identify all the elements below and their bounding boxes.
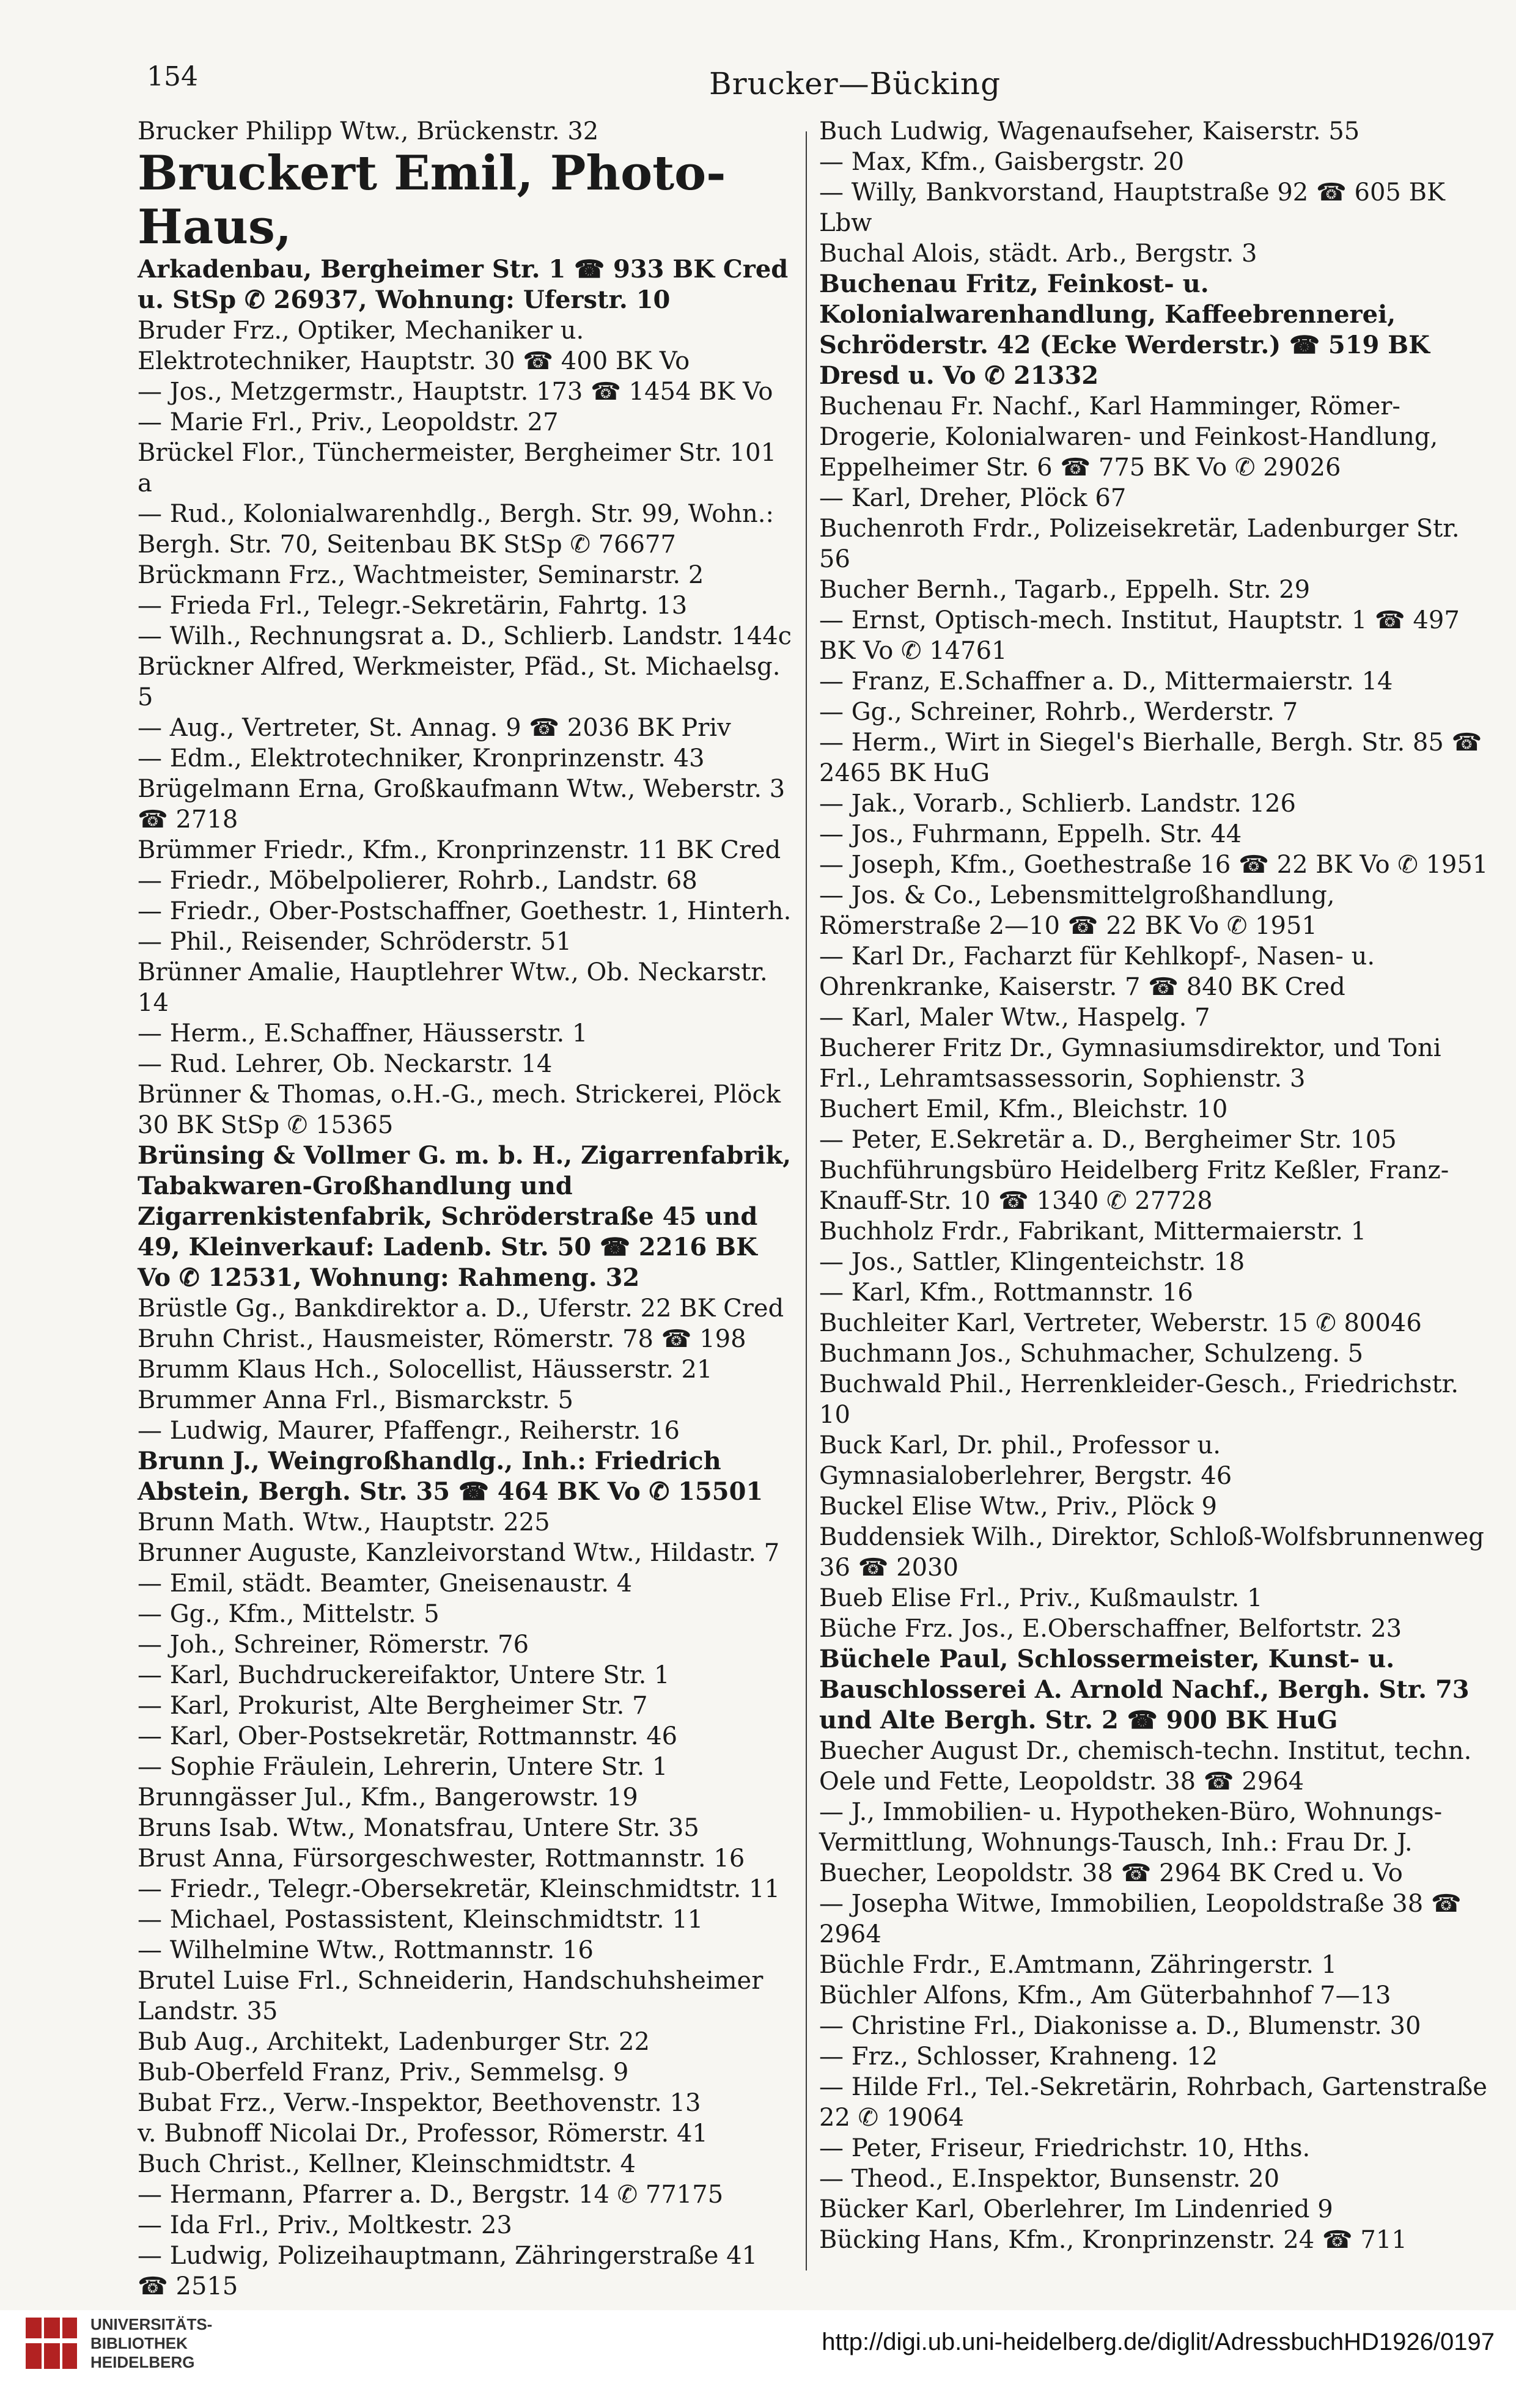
directory-entry: Brunngässer Jul., Kfm., Bangerowstr. 19 bbox=[138, 1783, 638, 1812]
directory-entry: Buchenau Fritz, Feinkost- u. Kolonialwarenhandlung, Kaffeebrennerei, Schröderstr. 42 (Ecke Werderstr.) ☎ 519 BK Dresd u. Vo ✆ 21332 bbox=[819, 270, 1430, 390]
directory-entry: — Josepha Witwe, Immobilien, Leopoldstraße 38 ☎ 2964 bbox=[819, 1890, 1462, 1948]
directory-entry: Bucher Bernh., Tagarb., Eppelh. Str. 29 bbox=[819, 576, 1311, 604]
directory-entry: Brümmer Friedr., Kfm., Kronprinzenstr. 11 BK Cred bbox=[138, 836, 781, 864]
directory-entry: — Hermann, Pfarrer a. D., Bergstr. 14 ✆ 77175 bbox=[138, 2181, 724, 2209]
directory-entry: — Frz., Schlosser, Krahneng. 12 bbox=[819, 2043, 1218, 2071]
directory-entry: — Peter, Friseur, Friedrichstr. 10, Hths. bbox=[819, 2134, 1311, 2162]
directory-entry: Buch Christ., Kellner, Kleinschmidtstr. 4 bbox=[138, 2150, 636, 2178]
directory-entry: Brutel Luise Frl., Schneiderin, Handschuhsheimer Landstr. 35 bbox=[138, 1967, 764, 2025]
directory-entry: — Willy, Bankvorstand, Hauptstraße 92 ☎ 605 BK Lbw bbox=[819, 178, 1445, 237]
directory-entry: Bubat Frz., Verw.-Inspektor, Beethovenstr. 13 bbox=[138, 2089, 701, 2117]
directory-entry: Buchführungsbüro Heidelberg Fritz Keßler, Franz-Knauff-Str. 10 ☎ 1340 ✆ 27728 bbox=[819, 1156, 1449, 1215]
directory-entry: Brückmann Frz., Wachtmeister, Seminarstr. 2 bbox=[138, 561, 704, 589]
directory-entry: Brunn J., Weingroßhandlg., Inh.: Friedrich Abstein, Bergh. Str. 35 ☎ 464 BK Vo ✆ 15501 bbox=[138, 1447, 764, 1506]
directory-entry: — Jak., Vorarb., Schlierb. Landstr. 126 bbox=[819, 790, 1296, 818]
directory-entry: v. Bubnoff Nicolai Dr., Professor, Römerstr. 41 bbox=[138, 2120, 708, 2148]
directory-entry: Bub-Oberfeld Franz, Priv., Semmelsg. 9 bbox=[138, 2058, 629, 2087]
directory-entry: — Rud., Kolonialwarenhdlg., Bergh. Str. 99, Wohn.: Bergh. Str. 70, Seitenbau BK StSp ✆ 76677 bbox=[138, 500, 774, 559]
directory-entry: — Rud. Lehrer, Ob. Neckarstr. 14 bbox=[138, 1050, 553, 1078]
directory-entry: Bruhn Christ., Hausmeister, Römerstr. 78 ☎ 198 bbox=[138, 1325, 746, 1353]
library-name: UNIVERSITÄTS- BIBLIOTHEK HEIDELBERG bbox=[90, 2315, 213, 2371]
directory-entry: — Christine Frl., Diakonisse a. D., Blumenstr. 30 bbox=[819, 2012, 1421, 2040]
right-column bbox=[819, 116, 1492, 2255]
directory-entry: Bruckert Emil, Photo-Haus, bbox=[138, 145, 726, 255]
directory-entry: — Herm., Wirt in Siegel's Bierhalle, Bergh. Str. 85 ☎ 2465 BK HuG bbox=[819, 729, 1482, 787]
directory-entry: — Friedr., Telegr.-Obersekretär, Kleinschmidtstr. 11 bbox=[138, 1875, 780, 1903]
directory-entry: — Edm., Elektrotechniker, Kronprinzenstr. 43 bbox=[138, 744, 705, 773]
directory-entry: Bueb Elise Frl., Priv., Kußmaulstr. 1 bbox=[819, 1584, 1263, 1612]
directory-entry: Buchert Emil, Kfm., Bleichstr. 10 bbox=[819, 1095, 1228, 1123]
directory-entry: — Ernst, Optisch-mech. Institut, Hauptstr. 1 ☎ 497 BK Vo ✆ 14761 bbox=[819, 606, 1460, 665]
directory-entry: — Karl, Kfm., Rottmannstr. 16 bbox=[819, 1279, 1193, 1307]
directory-entry: Buch Ludwig, Wagenaufseher, Kaiserstr. 55 bbox=[819, 117, 1360, 145]
directory-entry: Brust Anna, Fürsorgeschwester, Rottmannstr. 16 bbox=[138, 1845, 745, 1873]
directory-entry: — Karl, Prokurist, Alte Bergheimer Str. 7 bbox=[138, 1692, 648, 1720]
directory-entry: Buchal Alois, städt. Arb., Bergstr. 3 bbox=[819, 240, 1257, 268]
directory-entry: Buchmann Jos., Schuhmacher, Schulzeng. 5 bbox=[819, 1340, 1364, 1368]
directory-entry: Brummer Anna Frl., Bismarckstr. 5 bbox=[138, 1386, 573, 1414]
directory-entry: Arkadenbau, Bergheimer Str. 1 ☎ 933 BK Cred u. StSp ✆ 26937, Wohnung: Uferstr. 10 bbox=[138, 255, 789, 314]
directory-entry: Brünner & Thomas, o.H.-G., mech. Strickerei, Plöck 30 BK StSp ✆ 15365 bbox=[138, 1081, 781, 1139]
left-column bbox=[138, 116, 795, 2302]
directory-entry: Buecher August Dr., chemisch-techn. Institut, techn. Oele und Fette, Leopoldstr. 38 ☎ 2964 bbox=[819, 1737, 1472, 1796]
directory-entry: — Karl, Buchdruckereifaktor, Untere Str. 1 bbox=[138, 1661, 670, 1689]
directory-entry: — Herm., E.Schaffner, Häusserstr. 1 bbox=[138, 1019, 588, 1048]
directory-entry: Brumm Klaus Hch., Solocellist, Häusserstr. 21 bbox=[138, 1356, 713, 1384]
directory-entry: Bruns Isab. Wtw., Monatsfrau, Untere Str. 35 bbox=[138, 1814, 699, 1842]
directory-entry: — Jos., Sattler, Klingenteichstr. 18 bbox=[819, 1248, 1245, 1276]
directory-entry: Brunner Auguste, Kanzleivorstand Wtw., Hildastr. 7 bbox=[138, 1539, 780, 1567]
directory-entry: — Franz, E.Schaffner a. D., Mittermaierstr. 14 bbox=[819, 667, 1393, 696]
directory-entry: Büchler Alfons, Kfm., Am Güterbahnhof 7—13 bbox=[819, 1981, 1391, 2010]
directory-entry: — Gg., Schreiner, Rohrb., Werderstr. 7 bbox=[819, 698, 1298, 726]
directory-entry: — Wilhelmine Wtw., Rottmannstr. 16 bbox=[138, 1936, 594, 1964]
source-url[interactable]: http://digi.ub.uni-heidelberg.de/diglit/AdressbuchHD1926/0197 bbox=[822, 2329, 1495, 2355]
directory-entry: Buchenau Fr. Nachf., Karl Hamminger, Römer-Drogerie, Kolonialwaren- und Feinkost-Handlung, Eppelheimer Str. 6 ☎ 775 BK Vo ✆ 29026 bbox=[819, 392, 1438, 482]
directory-entry: — J., Immobilien- u. Hypotheken-Büro, Wohnungs-Vermittlung, Wohnungs-Tausch, Inh.: Frau Dr. J. Buecher, Leopoldstr. 38 ☎ 2964 BK Cred u. Vo bbox=[819, 1798, 1443, 1887]
directory-entry: Bruder Frz., Optiker, Mechaniker u. Elektrotechniker, Hauptstr. 30 ☎ 400 BK Vo bbox=[138, 317, 690, 375]
running-head: Brucker—Bücking bbox=[709, 66, 1001, 101]
directory-entry: Buck Karl, Dr. phil., Professor u. Gymnasialoberlehrer, Bergstr. 46 bbox=[819, 1431, 1232, 1490]
page-number: 154 bbox=[147, 61, 198, 92]
directory-entry: — Wilh., Rechnungsrat a. D., Schlierb. Landstr. 144c bbox=[138, 622, 792, 650]
directory-entry: — Jos., Fuhrmann, Eppelh. Str. 44 bbox=[819, 820, 1242, 848]
directory-entry: — Peter, E.Sekretär a. D., Bergheimer Str. 105 bbox=[819, 1126, 1397, 1154]
directory-entry: — Friedr., Ober-Postschaffner, Goethestr. 1, Hinterh. bbox=[138, 897, 792, 925]
directory-entry: — Hilde Frl., Tel.-Sekretärin, Rohrbach, Gartenstraße 22 ✆ 19064 bbox=[819, 2073, 1487, 2132]
directory-entry: — Phil., Reisender, Schröderstr. 51 bbox=[138, 928, 572, 956]
directory-entry: — Jos. & Co., Lebensmittelgroßhandlung, Römerstraße 2—10 ☎ 22 BK Vo ✆ 1951 bbox=[819, 881, 1335, 940]
directory-entry: Buchholz Frdr., Fabrikant, Mittermaierstr. 1 bbox=[819, 1217, 1367, 1246]
directory-entry: — Karl, Maler Wtw., Haspelg. 7 bbox=[819, 1004, 1210, 1032]
directory-entry: — Theod., E.Inspektor, Bunsenstr. 20 bbox=[819, 2165, 1280, 2193]
directory-entry: — Aug., Vertreter, St. Annag. 9 ☎ 2036 BK Priv bbox=[138, 714, 731, 742]
directory-entry: Büchle Frdr., E.Amtmann, Zähringerstr. 1 bbox=[819, 1951, 1338, 1979]
directory-entry: — Ida Frl., Priv., Moltkestr. 23 bbox=[138, 2211, 512, 2239]
directory-entry: Buchwald Phil., Herrenkleider-Gesch., Friedrichstr. 10 bbox=[819, 1370, 1459, 1429]
directory-entry: Bücker Karl, Oberlehrer, Im Lindenried 9 bbox=[819, 2195, 1333, 2223]
directory-entry: — Sophie Fräulein, Lehrerin, Untere Str. 1 bbox=[138, 1753, 668, 1781]
directory-entry: Bub Aug., Architekt, Ladenburger Str. 22 bbox=[138, 2028, 650, 2056]
directory-entry: Brückner Alfred, Werkmeister, Pfäd., St. Michaelsg. 5 bbox=[138, 653, 781, 711]
directory-entry: Brückel Flor., Tünchermeister, Bergheimer Str. 101 a bbox=[138, 439, 777, 497]
directory-entry: Buckel Elise Wtw., Priv., Plöck 9 bbox=[819, 1492, 1217, 1521]
directory-entry: — Max, Kfm., Gaisbergstr. 20 bbox=[819, 148, 1185, 176]
directory-entry: — Friedr., Möbelpolierer, Rohrb., Landstr. 68 bbox=[138, 867, 697, 895]
directory-entry: Brügelmann Erna, Großkaufmann Wtw., Weberstr. 3 ☎ 2718 bbox=[138, 775, 786, 834]
library-logo-icon bbox=[23, 2315, 79, 2371]
directory-entry: Brucker Philipp Wtw., Brückenstr. 32 bbox=[138, 117, 599, 145]
directory-entry: Brünner Amalie, Hauptlehrer Wtw., Ob. Neckarstr. 14 bbox=[138, 958, 768, 1017]
directory-entry: Buchenroth Frdr., Polizeisekretär, Ladenburger Str. 56 bbox=[819, 515, 1460, 573]
directory-entry: — Karl Dr., Facharzt für Kehlkopf-, Nasen- u. Ohrenkranke, Kaiserstr. 7 ☎ 840 BK Cred bbox=[819, 942, 1375, 1001]
directory-entry: Brunn Math. Wtw., Hauptstr. 225 bbox=[138, 1508, 550, 1536]
directory-entry: Büchele Paul, Schlossermeister, Kunst- u. Bauschlosserei A. Arnold Nachf., Bergh. Str. 73 und Alte Bergh. Str. 2 ☎ 900 BK HuG bbox=[819, 1645, 1470, 1734]
directory-entry: Brüstle Gg., Bankdirektor a. D., Uferstr. 22 BK Cred bbox=[138, 1294, 784, 1323]
directory-entry: — Karl, Ober-Postsekretär, Rottmannstr. 46 bbox=[138, 1722, 678, 1750]
directory-entry: Bucherer Fritz Dr., Gymnasiumsdirektor, und Toni Frl., Lehramtsassessorin, Sophienstr. 3 bbox=[819, 1034, 1441, 1093]
directory-entry: Brünsing & Vollmer G. m. b. H., Zigarrenfabrik, Tabakwaren-Großhandlung und Zigarrenkistenfabrik, Schröderstraße 45 und 49, Kleinverkauf: Ladenb. Str. 50 ☎ 2216 BK Vo ✆ 12531, Wohnung: Rahmeng. 32 bbox=[138, 1141, 792, 1292]
directory-entry: — Gg., Kfm., Mittelstr. 5 bbox=[138, 1600, 440, 1628]
directory-entry: — Karl, Dreher, Plöck 67 bbox=[819, 484, 1127, 512]
directory-entry: — Joseph, Kfm., Goethestraße 16 ☎ 22 BK Vo ✆ 1951 bbox=[819, 851, 1488, 879]
directory-entry: Büche Frz. Jos., E.Oberschaffner, Belfortstr. 23 bbox=[819, 1615, 1402, 1643]
directory-entry: Buchleiter Karl, Vertreter, Weberstr. 15 ✆ 80046 bbox=[819, 1309, 1422, 1337]
directory-entry: — Ludwig, Polizeihauptmann, Zähringerstraße 41 ☎ 2515 bbox=[138, 2242, 758, 2300]
directory-entry: — Joh., Schreiner, Römerstr. 76 bbox=[138, 1631, 529, 1659]
column-divider bbox=[806, 131, 807, 2270]
directory-entry: — Michael, Postassistent, Kleinschmidtstr. 11 bbox=[138, 1906, 704, 1934]
directory-entry: — Jos., Metzgermstr., Hauptstr. 173 ☎ 1454 BK Vo bbox=[138, 378, 773, 406]
footer bbox=[0, 2310, 1516, 2408]
directory-entry: — Ludwig, Maurer, Pfaffengr., Reiherstr. 16 bbox=[138, 1417, 680, 1445]
directory-entry: — Marie Frl., Priv., Leopoldstr. 27 bbox=[138, 408, 559, 436]
directory-entry: Buddensiek Wilh., Direktor, Schloß-Wolfsbrunnenweg 36 ☎ 2030 bbox=[819, 1523, 1484, 1582]
directory-entry: — Frieda Frl., Telegr.-Sekretärin, Fahrtg. 13 bbox=[138, 592, 688, 620]
directory-entry: — Emil, städt. Beamter, Gneisenaustr. 4 bbox=[138, 1569, 633, 1598]
directory-entry: Bücking Hans, Kfm., Kronprinzenstr. 24 ☎ 711 bbox=[819, 2226, 1407, 2254]
